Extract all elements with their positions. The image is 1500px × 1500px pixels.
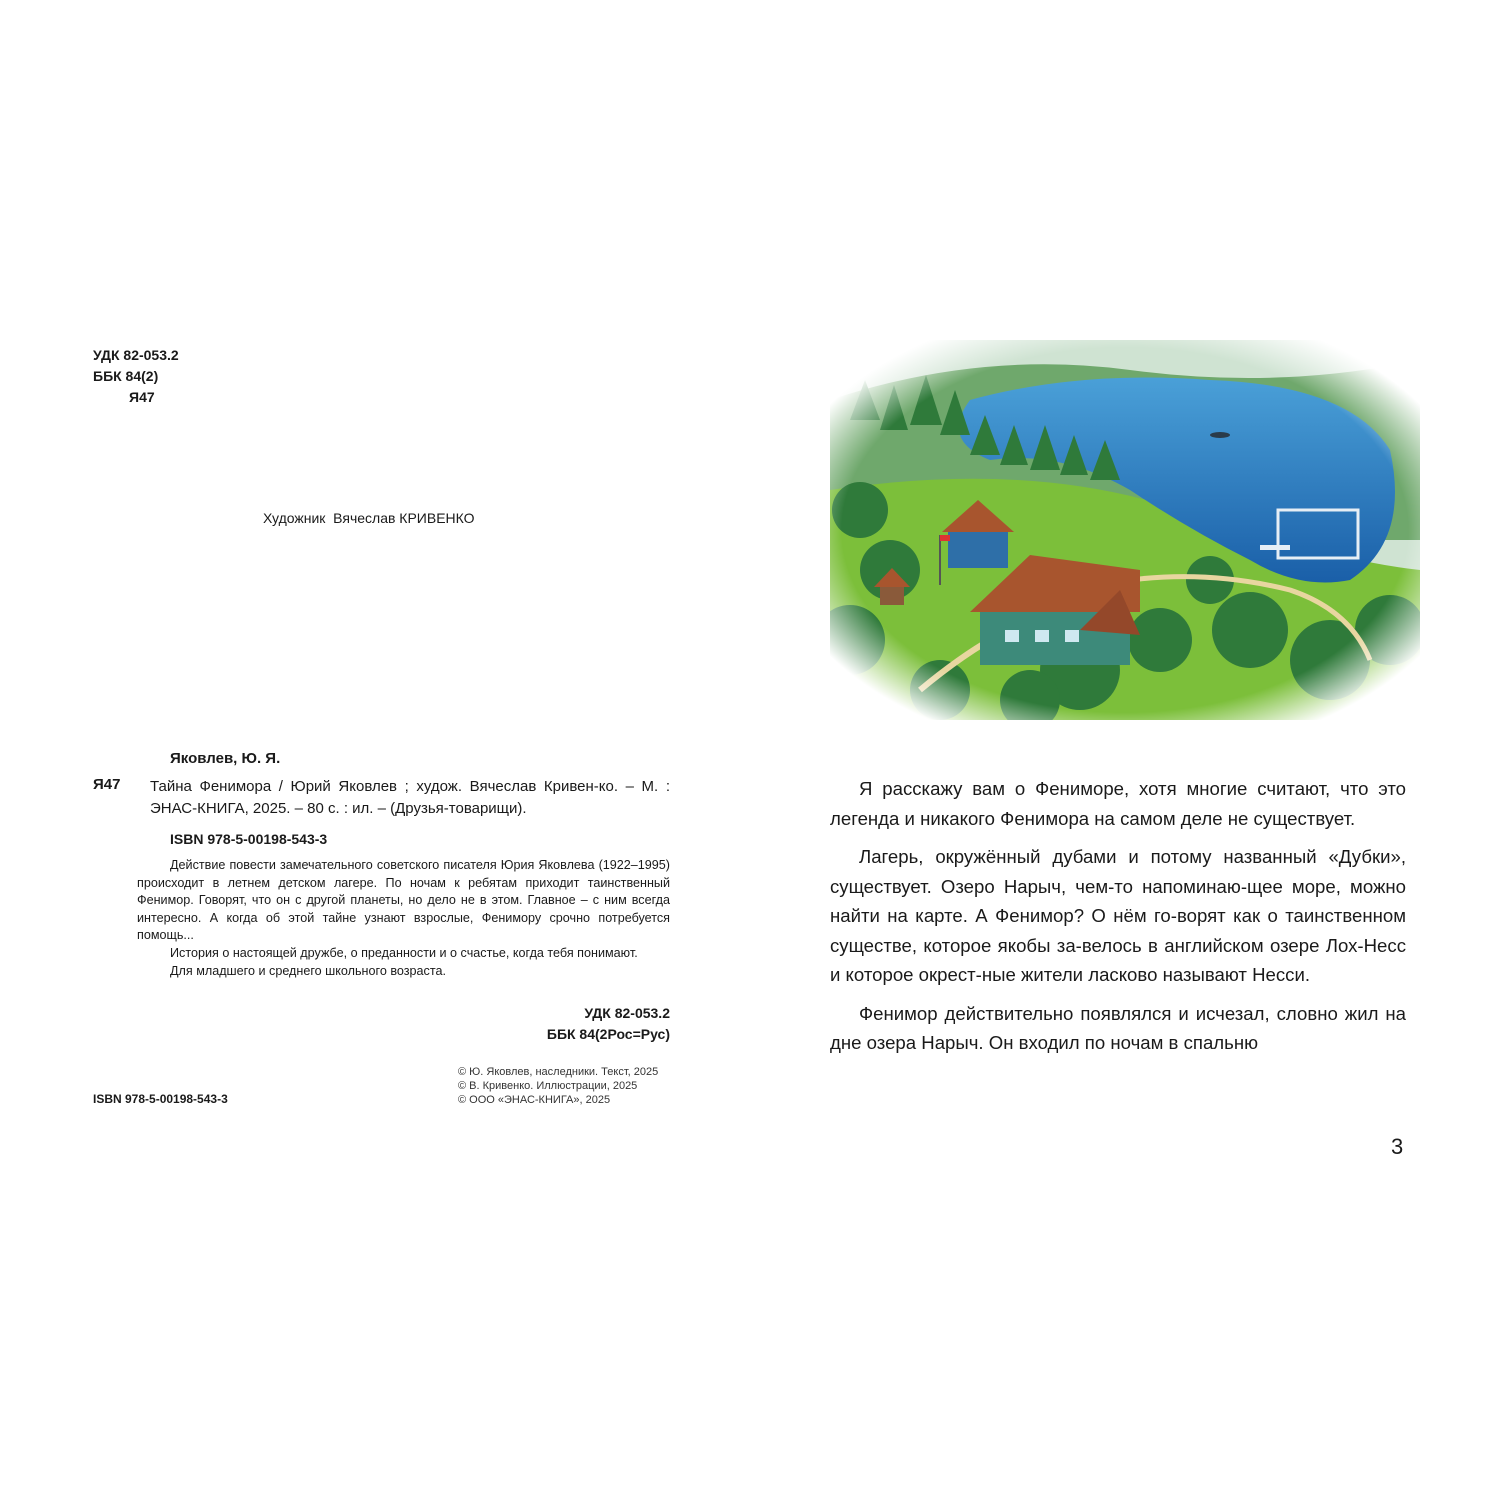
page-number: 3 [1391, 1134, 1404, 1159]
bbk-code: ББК 84(2) [93, 368, 159, 384]
illustration-camp-by-lake [830, 340, 1420, 720]
catalog-code: Я47 [93, 776, 121, 793]
udk-block-top [93, 345, 179, 408]
annotation-paragraph: Для младшего и среднего школьного возраста. [170, 963, 446, 978]
author-mark: Я47 [129, 389, 155, 405]
isbn-main: ISBN 978-5-00198-543-3 [170, 831, 328, 847]
copyright-line: © В. Кривенко. Иллюстрации, 2025 [458, 1080, 638, 1092]
copyright-line: © Ю. Яковлев, наследники. Текст, 2025 [458, 1066, 659, 1078]
copyright-line: © ООО «ЭНАС-КНИГА», 2025 [458, 1094, 611, 1106]
bbk-code: ББК 84(2Рос=Рус) [546, 1026, 670, 1042]
annotation-paragraph: Действие повести замечательного советского писателя Юрия Яковлева (1922–1995) происходит в летнем детском лагере. По ночам к ребятам приходит таинственный Фенимор. Говорят, что он с другой планеты, но дело не в этом. Главное – с ним всегда интересно. А когда об этой тайне узнают взрослые, Фенимору срочно потребуется помощь... [137, 858, 670, 943]
copyright-block [458, 1065, 658, 1107]
story-paragraph: Я расскажу вам о Фениморе, хотя многие считают, что это легенда и никакого Фенимора на самом деле не существует. [830, 778, 1406, 829]
udk-code: УДК 82-053.2 [584, 1005, 670, 1021]
bibliographic-record: Тайна Фенимора / Юрий Яковлев ; худож. Вячеслав Кривен-ко. – М. : ЭНАС-КНИГА, 2025. – 80 с. : ил. – (Друзья-товарищи). [150, 778, 670, 817]
udk-block-bottom [547, 1003, 670, 1045]
author-heading: Яковлев, Ю. Я. [170, 750, 281, 767]
story-paragraph: Фенимор действительно появлялся и исчезал, словно жил на дне озера Нарыч. Он входил по ночам в спальню [830, 1002, 1406, 1053]
annotation-paragraph: История о настоящей дружбе, о преданности и о счастье, когда тебя понимают. [170, 945, 638, 960]
story-text [830, 774, 1406, 1067]
story-paragraph: Лагерь, окружённый дубами и потому названный «Дубки», существует. Озеро Нарыч, чем-то напоминаю-щее море, можно найти на карте. А Фенимор? О нём го-ворят как о таинственном существе, которое якобы за-велось в английском озере Лох-Несс и которое окрест-ные жители ласково называют Несси. [830, 846, 1406, 985]
artist-credit: Художник Вячеслав КРИВЕНКО [263, 510, 475, 526]
isbn-bottom: ISBN 978-5-00198-543-3 [93, 1092, 228, 1106]
udk-code: УДК 82-053.2 [93, 347, 179, 363]
annotation [137, 857, 670, 980]
